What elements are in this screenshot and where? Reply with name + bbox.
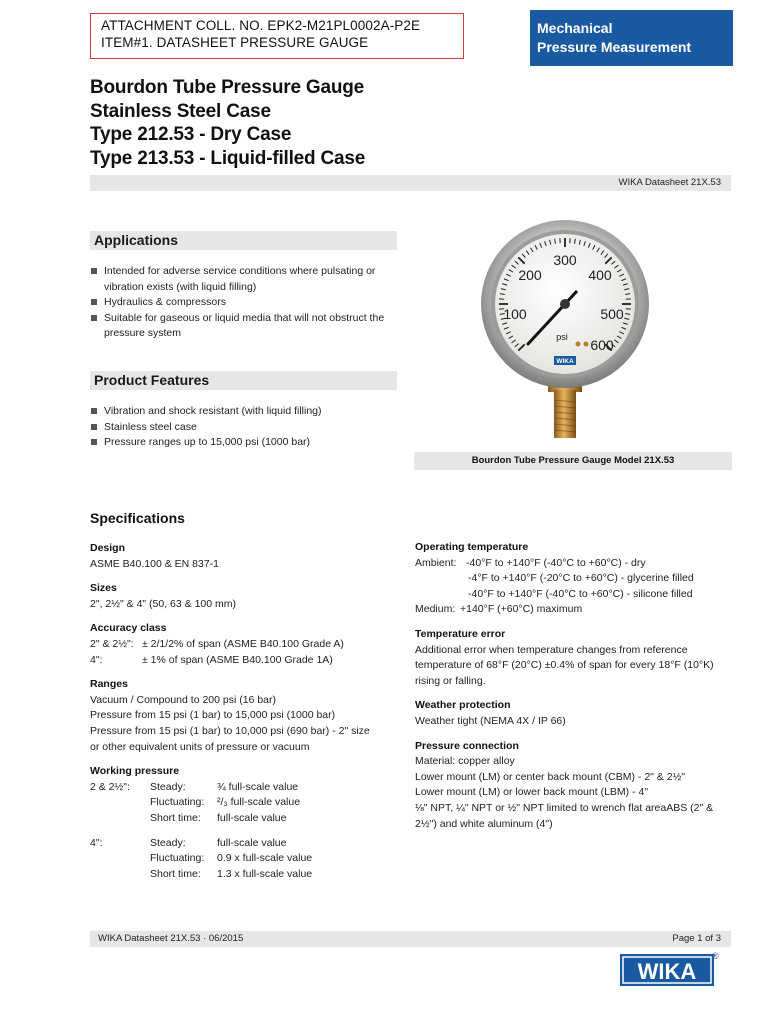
spec-weather-protection xyxy=(415,698,733,729)
needle-hub xyxy=(560,299,570,309)
datasheet-ref: WIKA Datasheet 21X.53 xyxy=(618,177,721,188)
spec-value: full-scale value xyxy=(217,811,287,824)
spec-value: full-scale value xyxy=(217,836,287,849)
features-list xyxy=(90,404,400,451)
spec-value: 2", 2½" & 4" (50, 63 & 100 mm) xyxy=(90,597,237,610)
spec-key: 4": xyxy=(90,653,103,666)
spec-value: ¾ full-scale value xyxy=(217,780,299,793)
footer-bar xyxy=(90,931,731,947)
spec-value: ⅛" NPT, ¼" NPT or ½" NPT limited to wrench flat areaABS (2" & 2½") and white aluminum (4") xyxy=(415,801,714,830)
spec-key: Steady: xyxy=(150,780,186,793)
spec-key: Medium: xyxy=(415,603,456,616)
spec-key: Fluctuating: xyxy=(150,852,205,865)
footer-left: WIKA Datasheet 21X.53 · 06/2015 xyxy=(98,933,244,944)
spec-key: Ambient: xyxy=(415,556,457,569)
spec-heading: Design xyxy=(90,542,126,554)
spec-value: 0.9 x full-scale value xyxy=(217,852,313,865)
wika-logo xyxy=(620,954,720,986)
spec-value: ASME B40.100 & EN 837-1 xyxy=(90,557,219,570)
spec-heading: Temperature error xyxy=(415,627,506,640)
list-item: Hydraulics & compressors xyxy=(90,295,400,311)
dial-logo-text: WIKA xyxy=(556,358,574,365)
dial-label: 600 xyxy=(590,337,614,353)
spec-heading: Ranges xyxy=(90,678,128,691)
spec-heading: Weather protection xyxy=(415,699,511,712)
list-item: Pressure ranges up to 15,000 psi (1000 bar) xyxy=(90,435,400,451)
spec-heading: Sizes xyxy=(90,582,117,595)
list-item: Vibration and shock resistant (with liquid filling) xyxy=(90,404,400,420)
spec-key: Short time: xyxy=(150,811,201,824)
dial-label: 400 xyxy=(588,267,612,283)
spec-ranges xyxy=(90,677,400,755)
list-item: Intended for adverse service conditions where pulsating or vibration exists (with liquid filling) xyxy=(90,264,400,295)
spec-value: Vacuum / Compound to 200 psi (16 bar) xyxy=(90,693,276,706)
category-badge xyxy=(530,10,733,66)
spec-working-pressure xyxy=(90,764,400,882)
spec-key: 2 & 2½": xyxy=(90,780,130,793)
gauge-image xyxy=(470,220,660,445)
spec-heading: Accuracy class xyxy=(90,622,167,635)
dial-unit: psi xyxy=(556,332,568,342)
list-item: Stainless steel case xyxy=(90,420,400,436)
spec-design xyxy=(90,541,400,572)
spec-value: -40°F to +140°F (-40°C to +60°C) - dry xyxy=(466,556,646,569)
document-title xyxy=(90,76,365,170)
spec-value: -40°F to +140°F (-40°C to +60°C) - silicone filled xyxy=(468,587,693,600)
title-line1: Bourdon Tube Pressure Gauge xyxy=(90,77,365,98)
spec-value: Pressure from 15 psi (1 bar) to 10,000 psi (690 bar) - 2" size xyxy=(90,724,370,737)
gauge-illustration xyxy=(470,220,660,445)
wika-logo-icon xyxy=(620,954,720,986)
badge-line2: Pressure Measurement xyxy=(537,39,692,55)
spec-value: 1.3 x full-scale value xyxy=(217,867,313,880)
datasheet-bar xyxy=(90,175,731,191)
spec-accuracy xyxy=(90,621,400,668)
title-line2: Stainless Steel Case xyxy=(90,100,271,122)
dial-label: 500 xyxy=(600,306,624,322)
spec-operating-temperature xyxy=(415,540,733,618)
spec-value: Pressure from 15 psi (1 bar) to 15,000 psi (1000 bar) xyxy=(90,709,336,722)
specs-right-column xyxy=(415,540,733,841)
applications-heading: Applications xyxy=(90,231,397,250)
spec-key: Short time: xyxy=(150,867,201,880)
dial-label: 200 xyxy=(518,267,542,283)
spec-pressure-connection xyxy=(415,739,733,833)
list-item: Suitable for gaseous or liquid media that will not obstruct the pressure system xyxy=(90,311,400,342)
spec-value: Weather tight (NEMA 4X / IP 66) xyxy=(415,714,566,727)
badge-line1: Mechanical xyxy=(537,20,613,36)
spec-value: ± 2/1/2% of span (ASME B40.100 Grade A) xyxy=(142,637,344,650)
spec-value: Material: copper alloy xyxy=(415,755,515,768)
spec-value: ²/₃ full-scale value xyxy=(217,796,301,809)
features-heading: Product Features xyxy=(90,371,397,390)
attachment-line2: ITEM#1. DATASHEET PRESSURE GAUGE xyxy=(101,35,369,50)
spec-value: Lower mount (LM) or center back mount (CBM) - 2" & 2½" xyxy=(415,770,686,783)
applications-list xyxy=(90,264,400,342)
spec-key: 4": xyxy=(90,836,103,849)
spec-temperature-error xyxy=(415,627,733,689)
gauge-caption: Bourdon Tube Pressure Gauge Model 21X.53 xyxy=(414,452,732,470)
spec-heading: Operating temperature xyxy=(415,541,529,553)
page-number: Page 1 of 3 xyxy=(672,933,721,944)
title-line3: Type 212.53 - Dry Case xyxy=(90,124,292,145)
registered-mark: ® xyxy=(712,951,719,961)
title-line4: Type 213.53 - Liquid-filled Case xyxy=(90,147,366,169)
attachment-line1: ATTACHMENT COLL. NO. EPK2-M21PL0002A-P2E xyxy=(101,18,421,33)
spec-key: 2" & 2½": xyxy=(90,637,134,650)
spec-heading: Pressure connection xyxy=(415,739,519,752)
spec-value: or other equivalent units of pressure or vacuum xyxy=(90,740,310,753)
spec-sizes xyxy=(90,581,400,612)
specs-left-column xyxy=(90,541,400,891)
spec-value: Additional error when temperature changes from reference temperature of 68°F (20°C) ±0.4% of span for every 18°F (10°K) rising or falling. xyxy=(415,643,714,687)
spec-value: +140°F (+60°C) maximum xyxy=(460,603,583,616)
dial-label: 300 xyxy=(553,252,577,268)
spec-key: Fluctuating: xyxy=(150,796,205,809)
spec-value: Lower mount (LM) or lower back mount (LBM) - 4" xyxy=(415,786,649,799)
specifications-title: Specifications xyxy=(90,510,185,526)
spec-heading: Working pressure xyxy=(90,765,180,778)
attachment-box xyxy=(90,13,464,59)
dial-label: 100 xyxy=(503,306,527,322)
logo-text: WIKA xyxy=(637,959,697,984)
spec-value: -4°F to +140°F (-20°C to +60°C) - glycerine filled xyxy=(468,572,694,585)
spec-key: Steady: xyxy=(150,836,186,849)
spec-value: ± 1% of span (ASME B40.100 Grade 1A) xyxy=(142,653,333,666)
